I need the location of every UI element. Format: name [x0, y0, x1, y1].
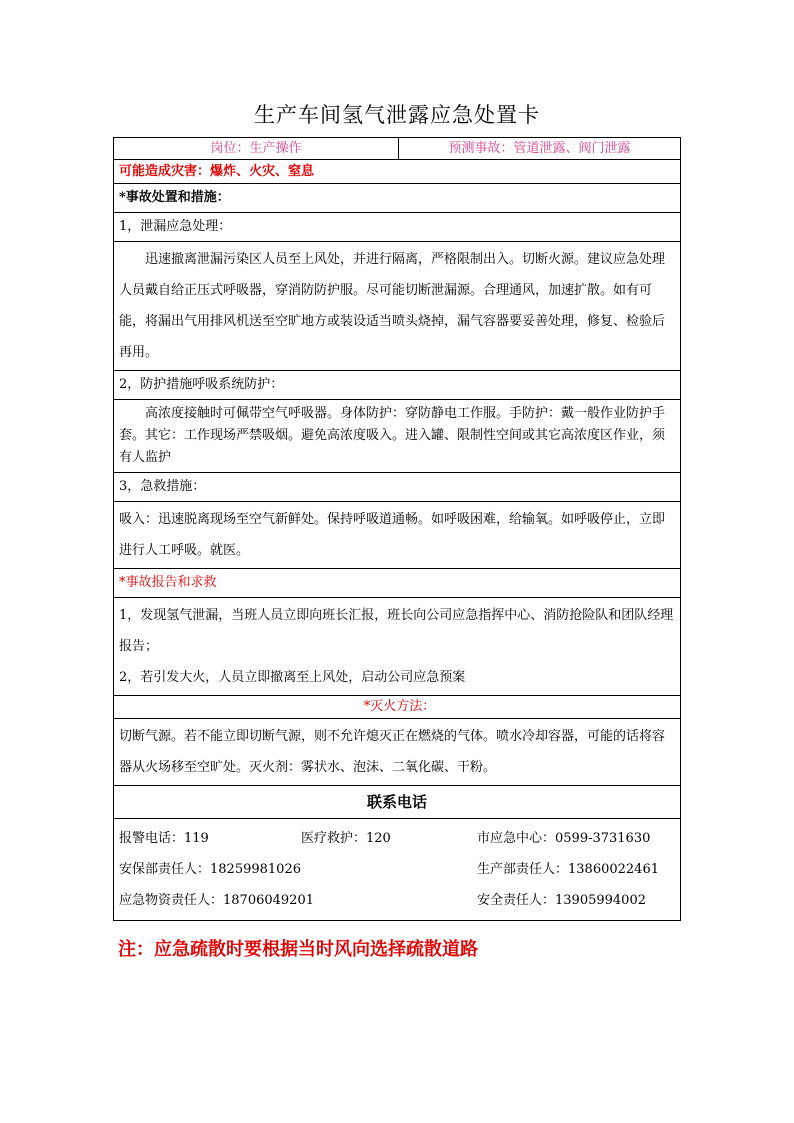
- report-text: [114, 598, 680, 696]
- leak-heading: 1，泄漏应急处理：: [114, 213, 680, 242]
- firstaid-text: 吸入：迅速脱离现场至空气新鲜处。保持呼吸道通畅。如呼吸困难，给输氧。如呼吸停止，立即进行人工呼吸。就医。: [114, 502, 680, 569]
- protect-heading: 2，防护措施呼吸系统防护：: [114, 371, 680, 400]
- emergency-card: [113, 137, 681, 921]
- fire-heading: *灭火方法：: [114, 696, 680, 719]
- production-head-phone: 生产部责任人：13860022461: [477, 862, 659, 877]
- city-center-phone: 市应急中心：0599-3731630: [477, 831, 651, 846]
- incident-label: 预测事故：管道泄露、阀门泄露: [448, 141, 631, 156]
- report-line-1: 1，发现氢气泄漏，当班人员立即向班长汇报，班长向公司应急指挥中心、消防抢险队和团队经理报告；: [119, 608, 674, 654]
- card-header: [114, 138, 680, 160]
- firstaid-heading: 3，急救措施：: [114, 473, 680, 502]
- page-title: 生产车间氢气泄露应急处置卡: [254, 103, 540, 127]
- contact-row: [119, 823, 675, 854]
- report-heading: *事故报告和求救: [114, 569, 680, 598]
- contacts-heading: 联系电话: [114, 786, 680, 819]
- medical-phone: 医疗救护：120: [301, 831, 391, 846]
- leak-text: 迅速撤离泄漏污染区人员至上风处，并进行隔离，严格限制出入。切断火源。建议应急处理人员戴自给正压式呼吸器，穿消防防护服。尽可能切断泄漏源。合理通风，加速扩散。如有可能，将漏出气用排风机送至空旷地方或装设适当喷头烧掉，漏气容器要妥善处理，修复、检验后再用。: [114, 242, 680, 371]
- contact-row: [119, 854, 675, 885]
- post-label: 岗位：生产操作: [114, 138, 399, 159]
- security-head-phone: 安保部责任人：18259981026: [119, 862, 301, 877]
- contact-row: [119, 885, 675, 916]
- contacts-block: [114, 819, 680, 920]
- disposal-heading: *事故处置和措施：: [114, 184, 680, 213]
- evacuation-note: 注：应急疏散时要根据当时风向选择疏散道路: [118, 939, 478, 960]
- supplies-head-phone: 应急物资责任人：18706049201: [119, 893, 314, 908]
- protect-text: 高浓度接触时可佩带空气呼吸器。身体防护：穿防静电工作服。手防护：戴一般作业防护手套。其它：工作现场严禁吸烟。避免高浓度吸入。进入罐、限制性空间或其它高浓度区作业，须有人监护: [114, 400, 680, 473]
- report-line-2: 2，若引发大火，人员立即撤离至上风处，启动公司应急预案: [119, 670, 466, 685]
- fire-text: 切断气源。若不能立即切断气源，则不允许熄灭正在燃烧的气体。喷水冷却容器，可能的话将容器从火场移至空旷处。灭火剂：雾状水、泡沫、二氧化碳、干粉。: [114, 719, 680, 786]
- safety-head-phone: 安全责任人：13905994002: [477, 893, 646, 908]
- hazard-label: 可能造成灾害：爆炸、火灾、窒息: [114, 160, 680, 184]
- alarm-phone: 报警电话：119: [119, 831, 209, 846]
